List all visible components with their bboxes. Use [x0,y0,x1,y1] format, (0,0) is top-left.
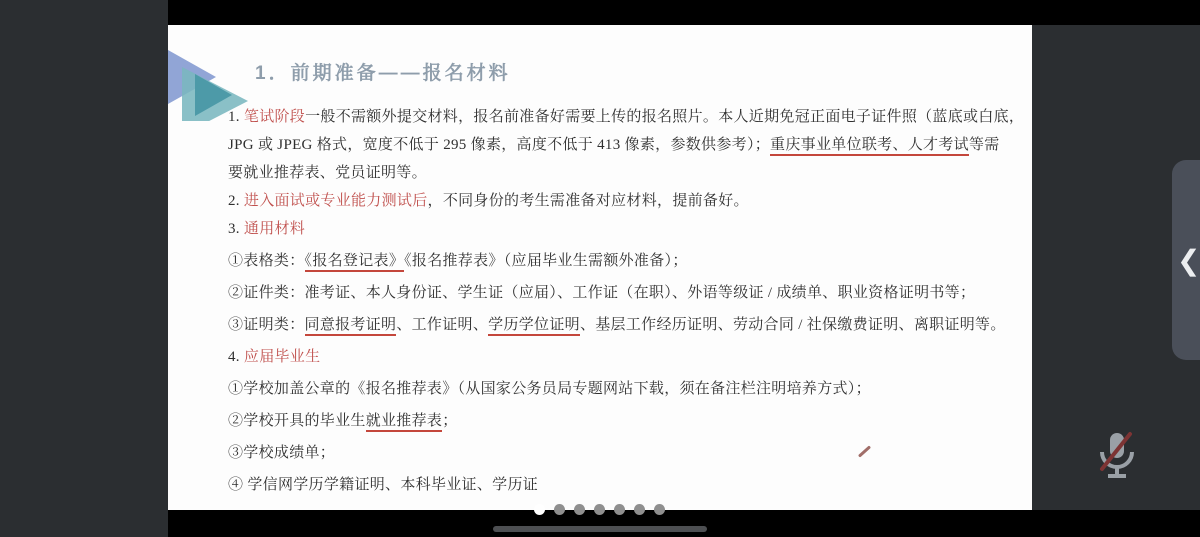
text-line: 要就业推荐表、党员证明等。 [228,165,427,181]
text-line: ④ 学信网学历学籍证明、本科毕业证、学历证 [228,477,539,493]
microphone-muted-icon [1093,428,1141,484]
text-line: ①表格类：《报名登记表》《报名推荐表》（应届毕业生需额外准备）； [228,252,1024,270]
text-line: ③证明类：同意报考证明、工作证明、学历学位证明、基层工作经历证明、劳动合同 / 社保缴费证明、离职证明等。 [228,316,1024,334]
video-frame [168,0,1032,537]
pagination-dot [574,504,585,515]
pagination-dot [634,504,645,515]
pagination-dot-active [534,504,545,515]
home-indicator-bar[interactable] [493,526,707,532]
presentation-slide [168,25,1032,510]
mute-microphone-button[interactable] [1093,428,1141,484]
text-line: 2. 进入面试或专业能力测试后，不同身份的考生需准备对应材料，提前备好。 [228,193,749,209]
text-line: 3. 通用材料 [228,221,306,237]
pagination-dot [614,504,625,515]
side-drawer-handle[interactable] [1172,160,1200,360]
text-line: ①学校加盖公章的《报名推荐表》（从国家公务员局专题网站下载，须在备注栏注明培养方式）； [228,381,871,397]
page-title: 1．前期准备——报名材料 [255,63,511,84]
slide-body [228,108,1024,508]
text-line: ③学校成绩单； [228,445,336,461]
text-line: ②证件类：准考证、本人身份证、学生证（应届）、工作证（在职）、外语等级证 / 成绩单、职业资格证明书等； [228,285,976,301]
letterbox-bottom [336,510,1200,537]
slide-pagination [534,504,665,515]
pagination-dot [594,504,605,515]
pagination-dot [654,504,665,515]
chevron-left-icon: ❮ [1177,243,1200,277]
letterbox-top [336,0,1200,25]
text-line: 1. 笔试阶段一般不需额外提交材料，报名前准备好需要上传的报名照片。本人近期免冠正面电子证件照（蓝底或白底， [228,109,1025,125]
text-line: JPG 或 JPEG 格式，宽度不低于 295 像素，高度不低于 413 像素，参数供参考）；重庆事业单位联考、人才考试等需 [228,136,1024,154]
text-line: 4. 应届毕业生 [228,349,321,365]
pagination-dot [554,504,565,515]
text-line: ②学校开具的毕业生就业推荐表； [228,412,1024,430]
